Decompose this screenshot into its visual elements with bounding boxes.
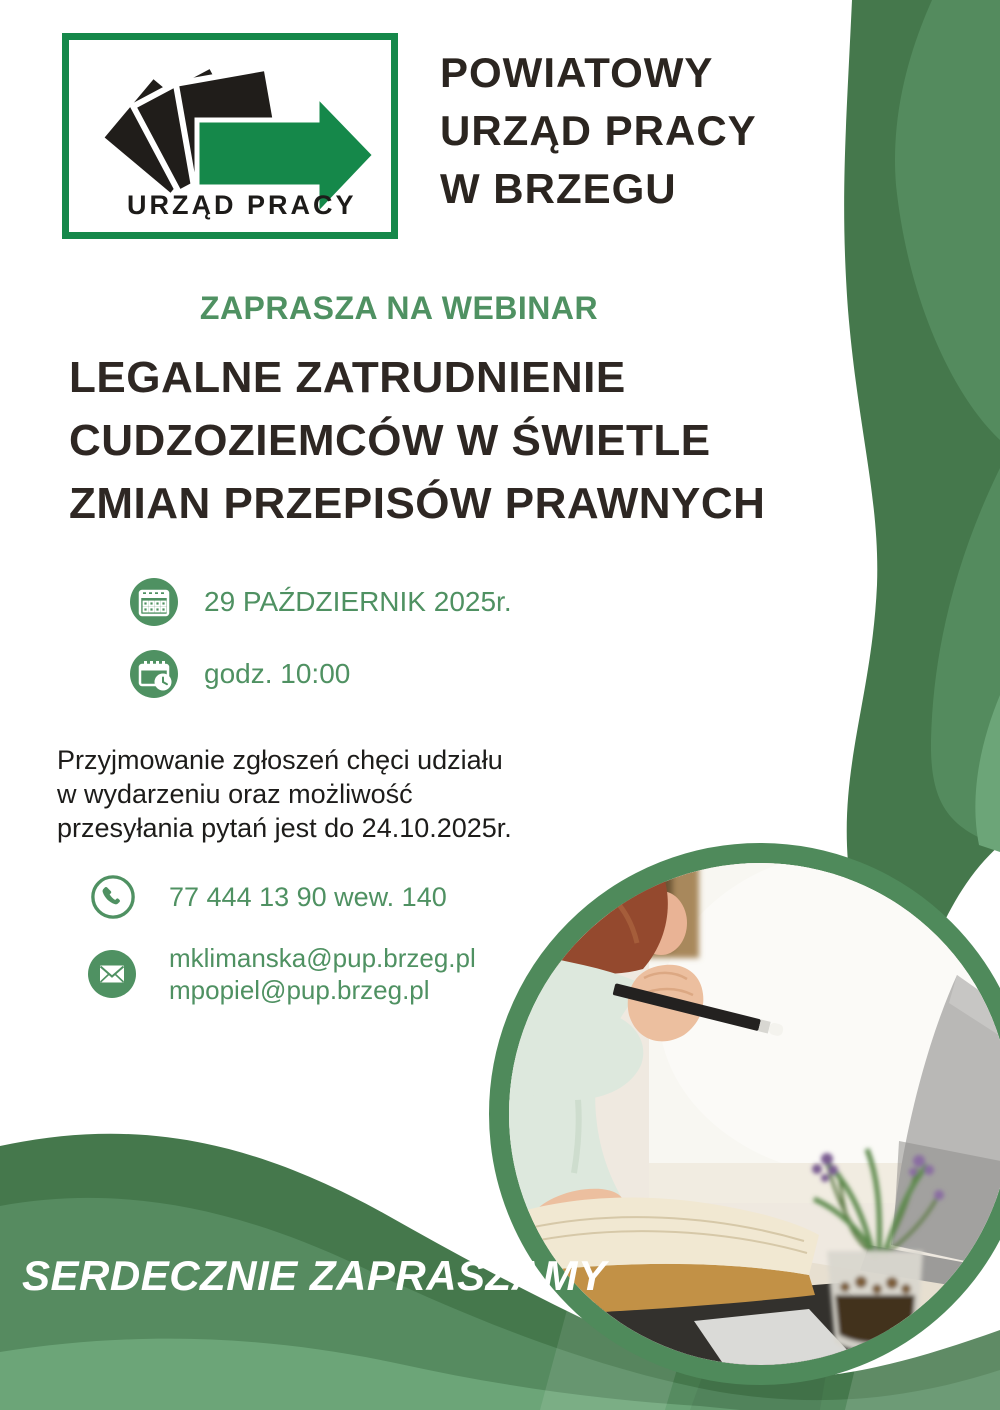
webinar-kicker: ZAPRASZA NA WEBINAR xyxy=(199,290,599,326)
webinar-date: 29 PAŹDZIERNIK 2025r. xyxy=(204,586,512,617)
webinar-photo-circle xyxy=(489,843,1000,1385)
webinar-title-line: ZMIAN PRZEPISÓW PRAWNYCH xyxy=(69,479,766,528)
registration-note xyxy=(57,743,512,845)
logo-label: URZĄD PRACY xyxy=(127,190,357,220)
time-row xyxy=(130,650,350,698)
org-title xyxy=(440,44,757,218)
registration-note-line: przesyłania pytań jest do 24.10.2025r. xyxy=(57,813,512,843)
clock-icon xyxy=(130,650,178,698)
email-address: mklimanska@pup.brzeg.pl xyxy=(169,943,476,973)
urzad-pracy-logo xyxy=(62,33,398,239)
registration-note-line: Przyjmowanie zgłoszeń chęci udziału xyxy=(57,745,503,775)
email-row xyxy=(88,942,476,1006)
org-title-line: W BRZEGU xyxy=(440,165,677,212)
email-address: mpopiel@pup.brzeg.pl xyxy=(169,975,430,1005)
phone-number: 77 444 13 90 wew. 140 xyxy=(169,881,447,912)
envelope-icon xyxy=(88,950,136,998)
webinar-title-line: CUDZOZIEMCÓW W ŚWIETLE xyxy=(69,416,711,465)
footer-message: SERDECZNIE ZAPRASZAMY xyxy=(22,1252,607,1299)
webinar-title-line: LEGALNE ZATRUDNIENIE xyxy=(69,353,626,402)
calendar-icon xyxy=(130,578,178,626)
webinar-title xyxy=(69,346,765,535)
org-title-line: URZĄD PRACY xyxy=(440,107,757,154)
registration-note-line: w wydarzeniu oraz możliwość xyxy=(57,779,413,809)
phone-row xyxy=(90,874,447,920)
webinar-time: godz. 10:00 xyxy=(204,658,351,689)
org-title-line: POWIATOWY xyxy=(440,49,714,96)
phone-icon xyxy=(90,874,136,920)
date-row xyxy=(130,578,512,626)
